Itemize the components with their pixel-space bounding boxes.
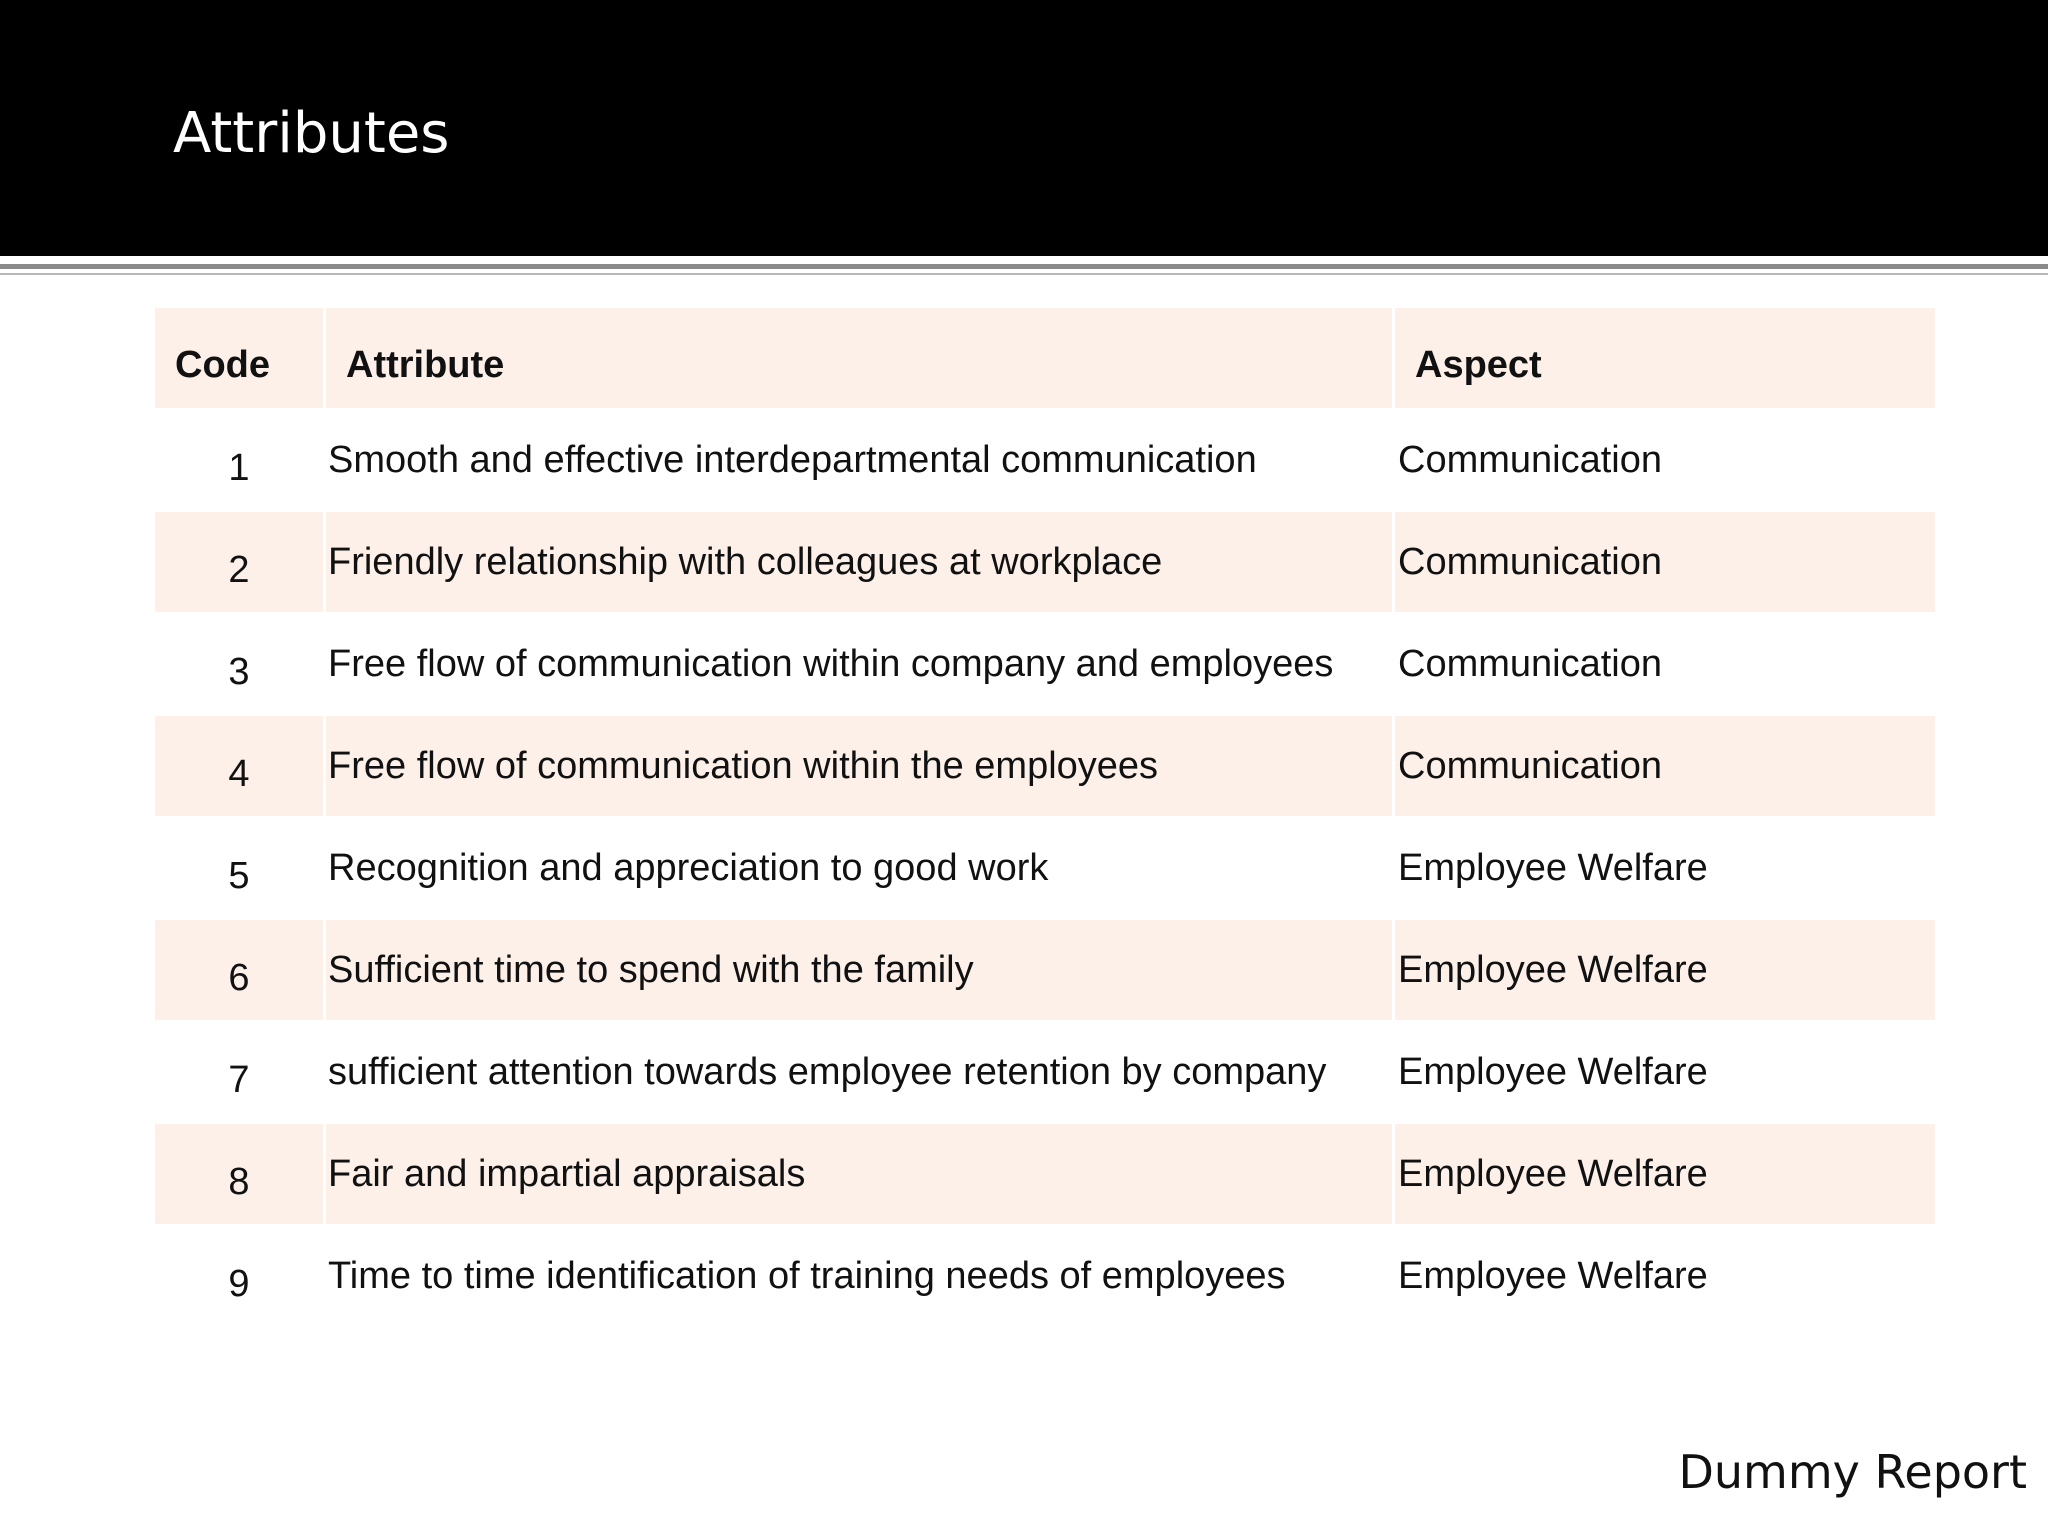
header-attribute: Attribute — [326, 308, 1392, 408]
cell-code — [155, 512, 323, 612]
cell-attribute: Sufficient time to spend with the family — [326, 920, 1392, 1020]
cell-code — [155, 1124, 323, 1224]
table-row — [155, 614, 1935, 716]
cell-code — [155, 920, 323, 1020]
cell-aspect: Employee Welfare — [1395, 1124, 1935, 1224]
code-value: 1 — [228, 446, 250, 489]
code-value: 8 — [228, 1160, 250, 1203]
cell-attribute: Free flow of communication within the employees — [326, 716, 1392, 816]
cell-code — [155, 1226, 323, 1326]
cell-aspect: Communication — [1395, 512, 1935, 612]
table-row — [155, 716, 1935, 818]
divider-rule — [0, 264, 2048, 269]
cell-aspect: Employee Welfare — [1398, 1050, 1708, 1093]
cell-code — [155, 1022, 323, 1122]
footer-text: Dummy Report — [1678, 1445, 2027, 1499]
cell-code — [155, 410, 323, 510]
code-value: 7 — [228, 1058, 250, 1101]
cell-aspect: Employee Welfare — [1395, 920, 1935, 1020]
slide-title: Attributes — [173, 101, 450, 166]
cell-attribute: Fair and impartial appraisals — [326, 1124, 1392, 1224]
table-row — [155, 512, 1935, 614]
cell-attribute: Time to time identification of training needs of employees — [328, 1254, 1286, 1297]
code-value: 6 — [228, 956, 250, 999]
cell-code — [155, 716, 323, 816]
cell-aspect: Employee Welfare — [1398, 1254, 1708, 1297]
header-code: Code — [155, 308, 323, 408]
cell-aspect: Communication — [1398, 438, 1662, 481]
cell-aspect: Communication — [1395, 716, 1935, 816]
cell-aspect: Employee Welfare — [1398, 846, 1708, 889]
code-value: 3 — [228, 650, 250, 693]
table-row — [155, 410, 1935, 512]
cell-attribute: Recognition and appreciation to good work — [328, 846, 1049, 889]
table-row — [155, 818, 1935, 920]
table-row — [155, 920, 1935, 1022]
cell-code — [155, 614, 323, 714]
cell-attribute: sufficient attention towards employee retention by company — [328, 1050, 1327, 1093]
table-row — [155, 1022, 1935, 1124]
divider-rule-thin — [0, 273, 2048, 275]
cell-attribute: Free flow of communication within company and employees — [328, 642, 1334, 685]
code-value: 2 — [228, 548, 250, 591]
code-value: 5 — [228, 854, 250, 897]
code-value: 4 — [228, 752, 250, 795]
table-header-row — [155, 308, 1935, 410]
cell-aspect: Communication — [1398, 642, 1662, 685]
title-bar — [0, 0, 2048, 256]
table-row — [155, 1124, 1935, 1226]
code-value: 9 — [228, 1262, 250, 1305]
cell-attribute: Smooth and effective interdepartmental communication — [328, 438, 1257, 481]
table-row — [155, 1226, 1935, 1328]
cell-code — [155, 818, 323, 918]
header-aspect: Aspect — [1395, 308, 1935, 408]
attributes-table — [155, 308, 1935, 1328]
cell-attribute: Friendly relationship with colleagues at workplace — [326, 512, 1392, 612]
